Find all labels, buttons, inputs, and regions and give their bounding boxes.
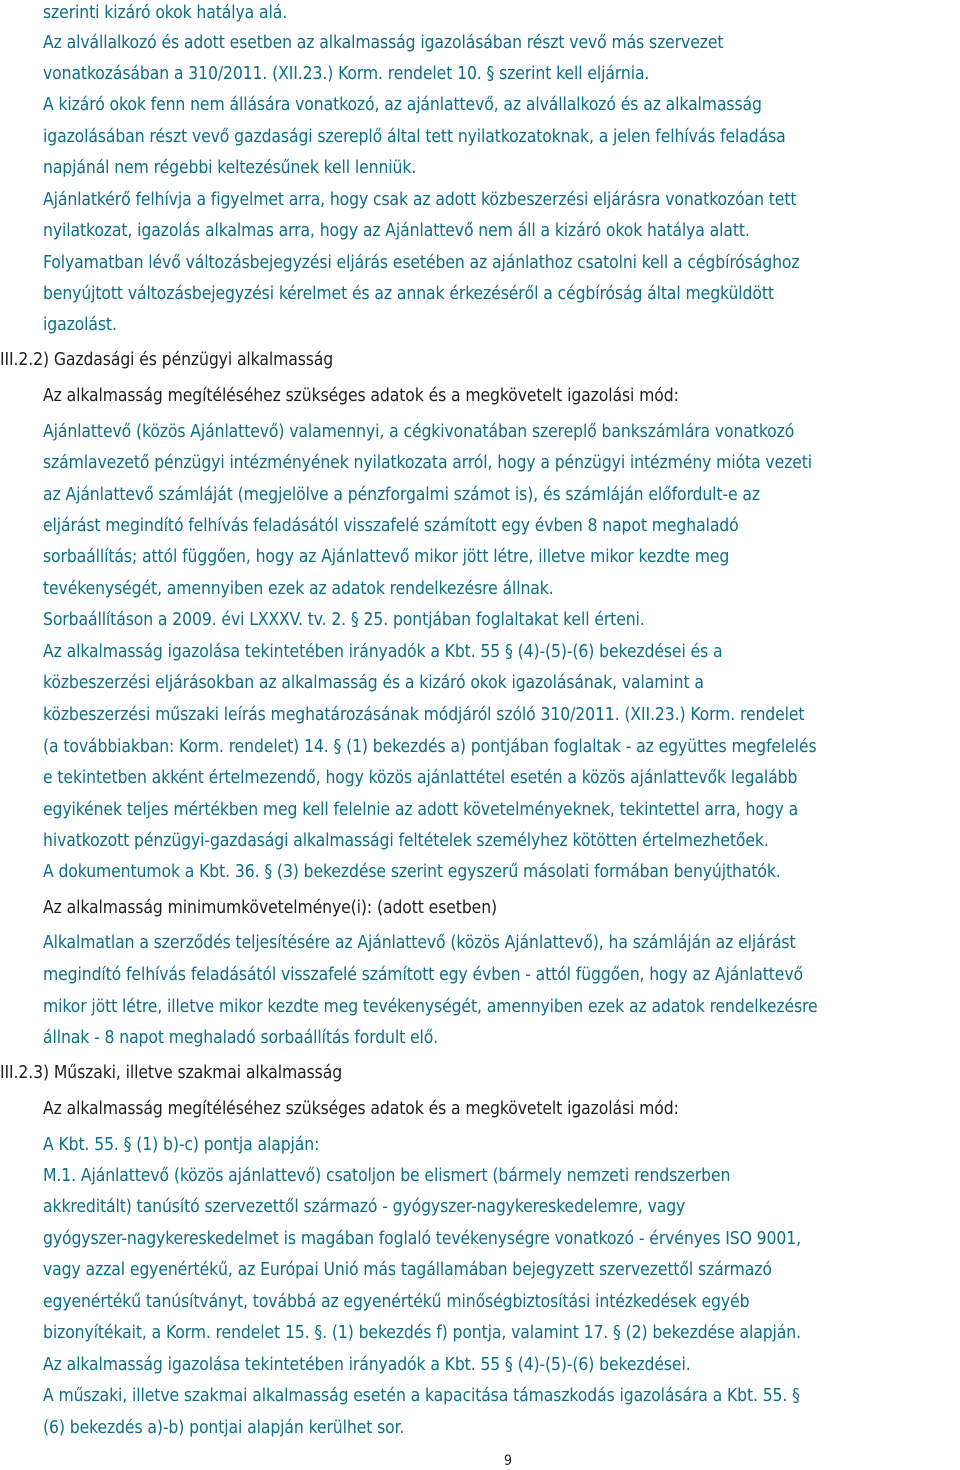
text-line: eljárást megindító felhívás feladásától visszafelé számított egy évben 8 napot meghaladó: [43, 516, 739, 536]
text-line: vonatkozásában a 310/2011. (XII.23.) Korm. rendelet 10. § szerint kell eljárnia.: [43, 64, 650, 84]
text-line: egyenértékű tanúsítványt, továbbá az egyenértékű minőségbiztosítási intézkedések egyéb: [43, 1292, 750, 1312]
text-line: közbeszerzési műszaki leírás meghatározásának módjáról szóló 310/2011. (XII.23.) Korm. rendelet: [43, 705, 805, 725]
text-line: gyógyszer-nagykereskedelmet is magában foglaló tevékenységre vonatkozó - érvényes ISO 9001,: [43, 1229, 801, 1249]
text-line: megindító felhívás feladásától visszafelé számított egy évben - attól függően, hogy az Ajánlattevő: [43, 965, 803, 985]
text-line: A Kbt. 55. § (1) b)-c) pontja alapján:: [43, 1135, 320, 1155]
subsection-label: Az alkalmasság minimumkövetelménye(i): (adott esetben): [43, 898, 498, 918]
subsection-label: Az alkalmasság megítéléséhez szükséges adatok és a megkövetelt igazolási mód:: [43, 386, 679, 406]
text-line: A műszaki, illetve szakmai alkalmasság esetén a kapacitása támaszkodás igazolására a Kbt. 55. §: [43, 1386, 800, 1406]
text-line: A kizáró okok fenn nem állására vonatkozó, az ajánlattevő, az alvállalkozó és az alkalmasság: [43, 95, 762, 115]
text-line: (6) bekezdés a)-b) pontjai alapján kerülhet sor.: [43, 1418, 405, 1438]
text-line: mikor jött létre, illetve mikor kezdte meg tevékenységét, amennyiben ezek az adatok rendelkezésre: [43, 997, 818, 1017]
text-line: Ajánlattevő (közös Ajánlattevő) valamennyi, a cégkivonatában szereplő bankszámlára vonatkozó: [43, 422, 795, 442]
text-line: benyújtott változásbejegyzési kérelmet és az annak érkezéséről a cégbíróság által megküldött: [43, 284, 774, 304]
text-line: Az alkalmasság igazolása tekintetében irányadók a Kbt. 55 § (4)-(5)-(6) bekezdései és a: [43, 642, 723, 662]
text-line: A dokumentumok a Kbt. 36. § (3) bekezdése szerint egyszerű másolati formában benyújthatók.: [43, 862, 781, 882]
text-line: szerinti kizáró okok hatálya alá.: [43, 3, 288, 23]
text-line: az Ajánlattevő számláját (megjelölve a pénzforgalmi számot is), és számláján előfordult-e az: [43, 485, 760, 505]
text-line: Sorbaállításon a 2009. évi LXXXV. tv. 2. § 25. pontjában foglaltakat kell érteni.: [43, 610, 645, 630]
text-line: vagy azzal egyenértékű, az Európai Unió más tagállamában bejegyzett szervezettől származó: [43, 1260, 772, 1280]
text-line: igazolásában részt vevő gazdasági szereplő által tett nyilatkozatoknak, a jelen felhívás feladása: [43, 127, 786, 147]
text-line: akkreditált) tanúsító szervezettől származó - gyógyszer-nagykereskedelemre, vagy: [43, 1197, 686, 1217]
subsection-label: Az alkalmasság megítéléséhez szükséges adatok és a megkövetelt igazolási mód:: [43, 1099, 679, 1119]
text-line: egyikének teljes mértékben meg kell felelnie az adott követelményeknek, tekintettel arra, hogy a: [43, 800, 799, 820]
text-line: Alkalmatlan a szerződés teljesítésére az Ajánlattevő (közös Ajánlattevő), ha számláján az eljárást: [43, 933, 796, 953]
text-line: M.1. Ajánlattevő (közös ajánlattevő) csatoljon be elismert (bármely nemzeti rendszerben: [43, 1166, 731, 1186]
text-line: Ajánlatkérő felhívja a figyelmet arra, hogy csak az adott közbeszerzési eljárásra vonatkozóan tett: [43, 190, 797, 210]
text-line: Az alvállalkozó és adott esetben az alkalmasság igazolásában részt vevő más szervezet: [43, 33, 724, 53]
text-line: hivatkozott pénzügyi-gazdasági alkalmassági feltételek személyhez kötötten értelmezhetőek.: [43, 831, 769, 851]
text-line: számlavezető pénzügyi intézményének nyilatkozata arról, hogy a pénzügyi intézmény mióta vezeti: [43, 453, 813, 473]
section-heading: III.2.2) Gazdasági és pénzügyi alkalmasság: [0, 350, 334, 370]
text-line: igazolást.: [43, 315, 117, 335]
text-line: Az alkalmasság igazolása tekintetében irányadók a Kbt. 55 § (4)-(5)-(6) bekezdései.: [43, 1355, 691, 1375]
text-line: sorbaállítás; attól függően, hogy az Ajánlattevő mikor jött létre, illetve mikor kezdte meg: [43, 547, 730, 567]
section-heading: III.2.3) Műszaki, illetve szakmai alkalmasság: [0, 1063, 343, 1083]
text-line: állnak - 8 napot meghaladó sorbaállítás fordult elő.: [43, 1028, 439, 1048]
text-line: nyilatkozat, igazolás alkalmas arra, hogy az Ajánlattevő nem áll a kizáró okok hatálya alatt.: [43, 221, 750, 241]
text-line: (a továbbiakban: Korm. rendelet) 14. § (1) bekezdés a) pontjában foglaltak - az együttes megfelelés: [43, 737, 817, 757]
page-number: 9: [503, 1453, 512, 1469]
text-line: napjánál nem régebbi keltezésűnek kell lenniük.: [43, 158, 417, 178]
text-line: Folyamatban lévő változásbejegyzési eljárás esetében az ajánlathoz csatolni kell a cégbírósághoz: [43, 253, 800, 273]
text-line: közbeszerzési eljárásokban az alkalmasság és a kizáró okok igazolásának, valamint a: [43, 673, 704, 693]
text-line: tevékenységét, amennyiben ezek az adatok rendelkezésre állnak.: [43, 579, 554, 599]
text-line: e tekintetben akként értelmezendő, hogy közös ajánlattétel esetén a közös ajánlattevők legalább: [43, 768, 798, 788]
text-line: bizonyítékait, a Korm. rendelet 15. §. (1) bekezdés f) pontja, valamint 17. § (2) bekezdése alapján.: [43, 1323, 801, 1343]
